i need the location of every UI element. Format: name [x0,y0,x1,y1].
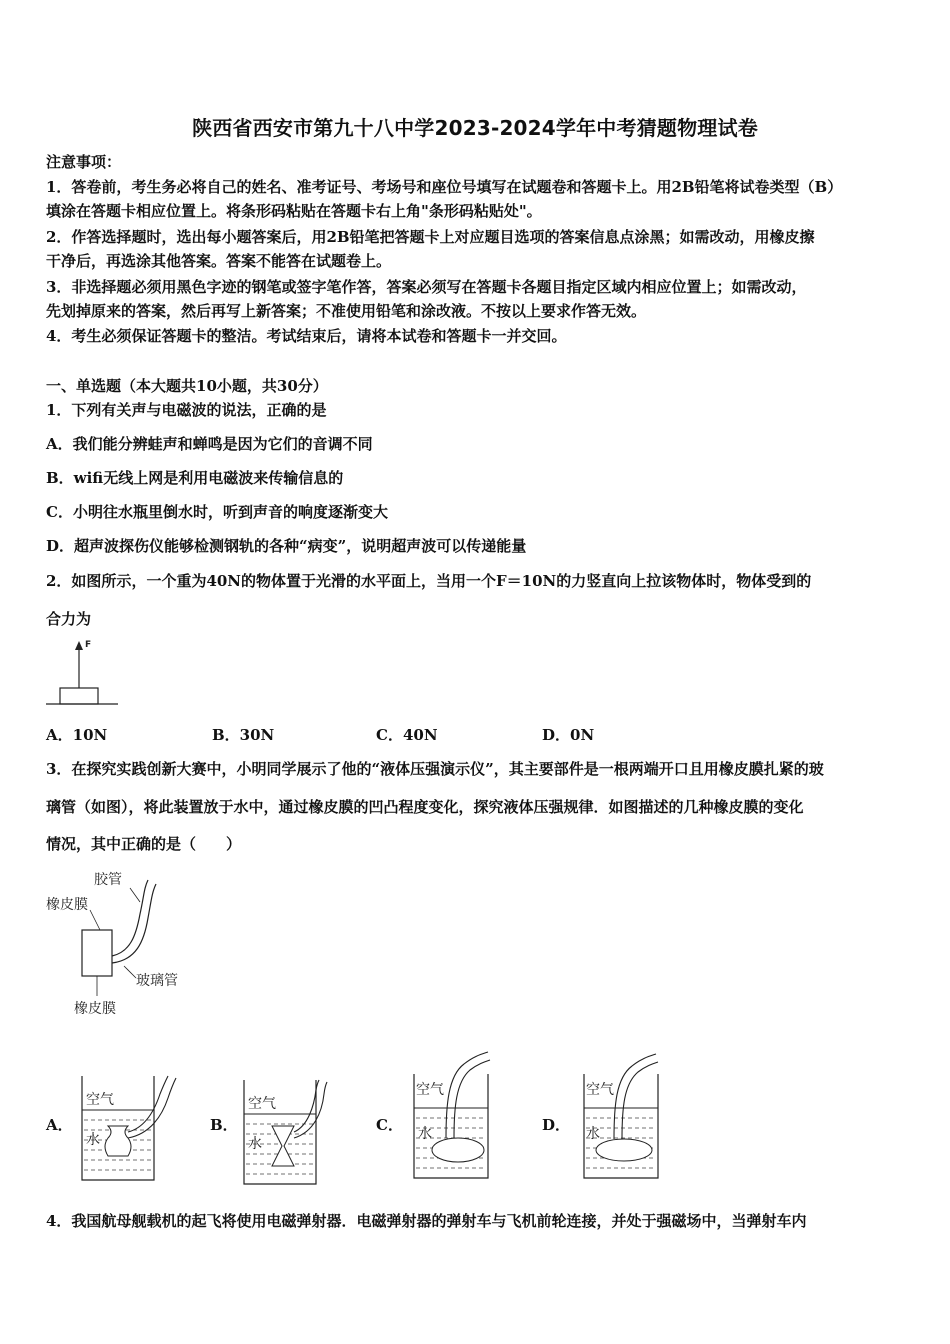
water-label: 水 [86,1132,100,1148]
notice-line: 2．作答选择题时，选出每小题答案后，用2B铅笔把答题卡上对应题目选项的答案信息点涂黑；如需改动，用橡皮擦 [46,228,815,246]
question-3-option-c: C． [376,1116,403,1134]
question-1-option-c: C．小明往水瓶里倒水时，听到声音的响度逐渐变大 [46,503,388,521]
hose-label: 胶管 [94,872,122,888]
notice-heading: 注意事项： [46,153,122,171]
question-2-option-c: C．40N [376,726,438,744]
section-heading: 一、单选题（本大题共10小题，共30分） [46,377,328,395]
question-2-stem-cont: 合力为 [46,610,92,628]
notice-line: 干净后，再选涂其他答案。答案不能答在试题卷上。 [46,252,392,270]
question-4-stem: 4．我国航母舰载机的起飞将使用电磁弹射器．电磁弹射器的弹射车与飞机前轮连接，并处于强磁场中，当弹射车内 [46,1212,807,1230]
beaker-d-diagram [582,1046,682,1182]
pressure-device-diagram [44,866,194,1018]
notice-line: 先划掉原来的答案，然后再写上新答案；不准使用铅笔和涂改液。不按以上要求作答无效。 [46,302,647,320]
question-1-stem: 1．下列有关声与电磁波的说法，正确的是 [46,401,327,419]
question-3-option-b: B． [210,1116,238,1134]
question-1-option-d: D．超声波探伤仪能够检测钢轨的各种“病变”，说明超声波可以传递能量 [46,537,527,555]
question-3-stem-cont: 情况，其中正确的是（ ） [46,835,242,853]
notice-line: 4．考生必须保证答题卡的整洁。考试结束后，请将本试卷和答题卡一并交回。 [46,327,567,345]
water-label: 水 [586,1126,600,1142]
membrane-bottom-label: 橡皮膜 [74,1001,116,1017]
beaker-c-diagram [412,1046,512,1182]
beaker-b-diagram [242,1076,342,1188]
notice-line: 填涂在答题卡相应位置上。将条形码粘贴在答题卡右上角"条形码粘贴处"。 [46,202,542,220]
question-1-option-b: B．wifi无线上网是利用电磁波来传输信息的 [46,469,344,487]
beaker-a-diagram [80,1072,188,1184]
question-3-stem-cont: 璃管（如图），将此装置放于水中，通过橡皮膜的凹凸程度变化，探究液体压强规律．如图描述的几种橡皮膜的变化 [46,798,804,816]
air-label: 空气 [586,1082,614,1098]
question-3-stem: 3．在探究实践创新大赛中，小明同学展示了他的“液体压强演示仪”，其主要部件是一根两端开口且用橡皮膜扎紧的玻 [46,760,824,778]
air-label: 空气 [416,1082,444,1098]
air-label: 空气 [86,1092,114,1108]
notice-line: 3．非选择题必须用黑色字迹的钢笔或签字笔作答，答案必须写在答题卡各题目指定区域内相应位置上；如需改动， [46,278,807,296]
water-label: 水 [418,1126,432,1142]
membrane-top-label: 橡皮膜 [46,897,88,913]
page-title: 陕西省西安市第九十八中学2023-2024学年中考猜题物理试卷 [192,116,758,140]
glass-tube-label: 玻璃管 [136,973,178,989]
water-label: 水 [248,1136,262,1152]
question-2-stem: 2．如图所示，一个重为40N的物体置于光滑的水平面上，当用一个F＝10N的力竖直向上拉该物体时，物体受到的 [46,572,812,590]
question-2-option-b: B．30N [212,726,275,744]
question-2-option-d: D．0N [542,726,595,744]
question-3-option-d: D． [542,1116,571,1134]
question-2-option-a: A．10N [46,726,108,744]
question-3-option-a: A． [46,1116,73,1134]
question-1-option-a: A．我们能分辨蛙声和蝉鸣是因为它们的音调不同 [46,435,373,453]
force-diagram [44,634,124,710]
notice-line: 1．答卷前，考生务必将自己的姓名、准考证号、考场号和座位号填写在试题卷和答题卡上。用2B铅笔将试卷类型（B） [46,178,843,196]
force-label: F [85,640,92,650]
air-label: 空气 [248,1096,276,1112]
